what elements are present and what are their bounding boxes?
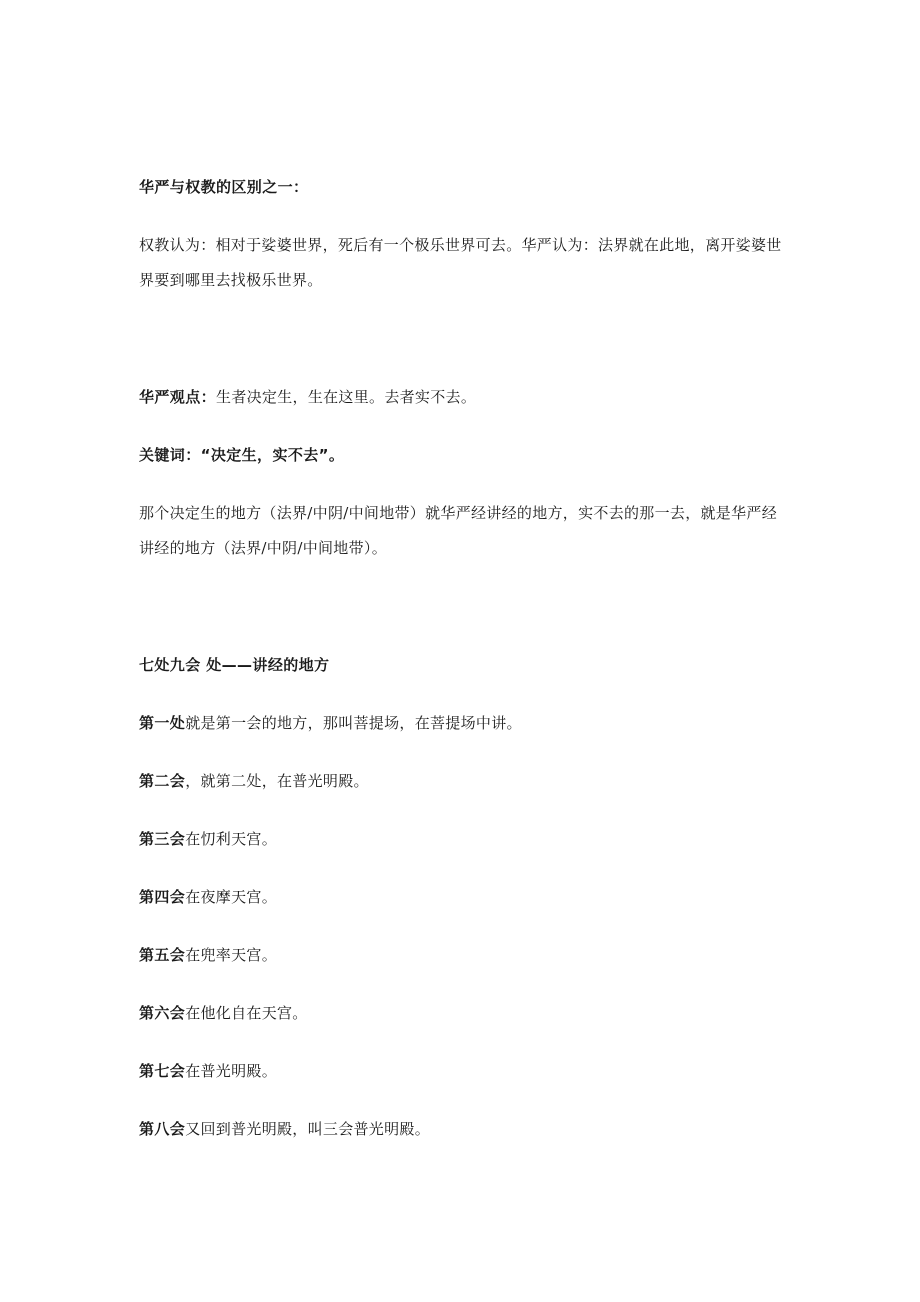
assembly-item — [139, 1054, 789, 1089]
viewpoint-label: 华严观点： — [139, 388, 217, 406]
assembly-text: ，就第二处，在普光明殿。 — [185, 772, 369, 790]
assembly-item — [139, 822, 789, 857]
assembly-item — [139, 880, 789, 915]
assembly-label: 第七会 — [139, 1062, 186, 1080]
section-heading-difference: 华严与权教的区别之一： — [139, 178, 309, 196]
assembly-label: 第六会 — [139, 1004, 186, 1022]
paragraph-dharma-realm: 那个决定生的地方（法界/中阴/中间地带）就华严经讲经的地方，实不去的那一去，就是华严经讲经的地方（法界/中阴/中间地带）。 — [139, 504, 778, 557]
assembly-text: 在夜摩天宫。 — [185, 888, 278, 906]
assembly-label: 第一处 — [139, 714, 186, 732]
assembly-text: 在忉利天宫。 — [185, 830, 278, 848]
assembly-label: 第四会 — [139, 888, 186, 906]
keyword-line: 关键词：“决定生，实不去”。 — [139, 446, 345, 464]
assembly-item — [139, 938, 789, 973]
section-heading-seven-places: 七处九会 处——讲经的地方 — [139, 656, 330, 674]
paragraph-quanjiao-vs-huayan: 权教认为：相对于娑婆世界，死后有一个极乐世界可去。华严认为：法界就在此地，离开娑婆世界要到哪里去找极乐世界。 — [139, 236, 782, 289]
assembly-item — [139, 996, 789, 1031]
assembly-label: 第八会 — [139, 1120, 186, 1138]
huayan-viewpoint-line — [139, 380, 789, 415]
assembly-text: 在普光明殿。 — [185, 1062, 278, 1080]
assembly-text: 在他化自在天宫。 — [185, 1004, 308, 1022]
assembly-text: 在兜率天宫。 — [185, 946, 278, 964]
assembly-text: 就是第一会的地方，那叫菩提场，在菩提场中讲。 — [185, 714, 522, 732]
assembly-item — [139, 1112, 789, 1147]
assembly-label: 第三会 — [139, 830, 186, 848]
assembly-label: 第二会 — [139, 772, 186, 790]
viewpoint-text: 生者决定生，生在这里。去者实不去。 — [216, 388, 477, 406]
assembly-item — [139, 706, 789, 741]
assembly-text: 又回到普光明殿，叫三会普光明殿。 — [185, 1120, 431, 1138]
assembly-label: 第五会 — [139, 946, 186, 964]
assembly-item — [139, 764, 789, 799]
